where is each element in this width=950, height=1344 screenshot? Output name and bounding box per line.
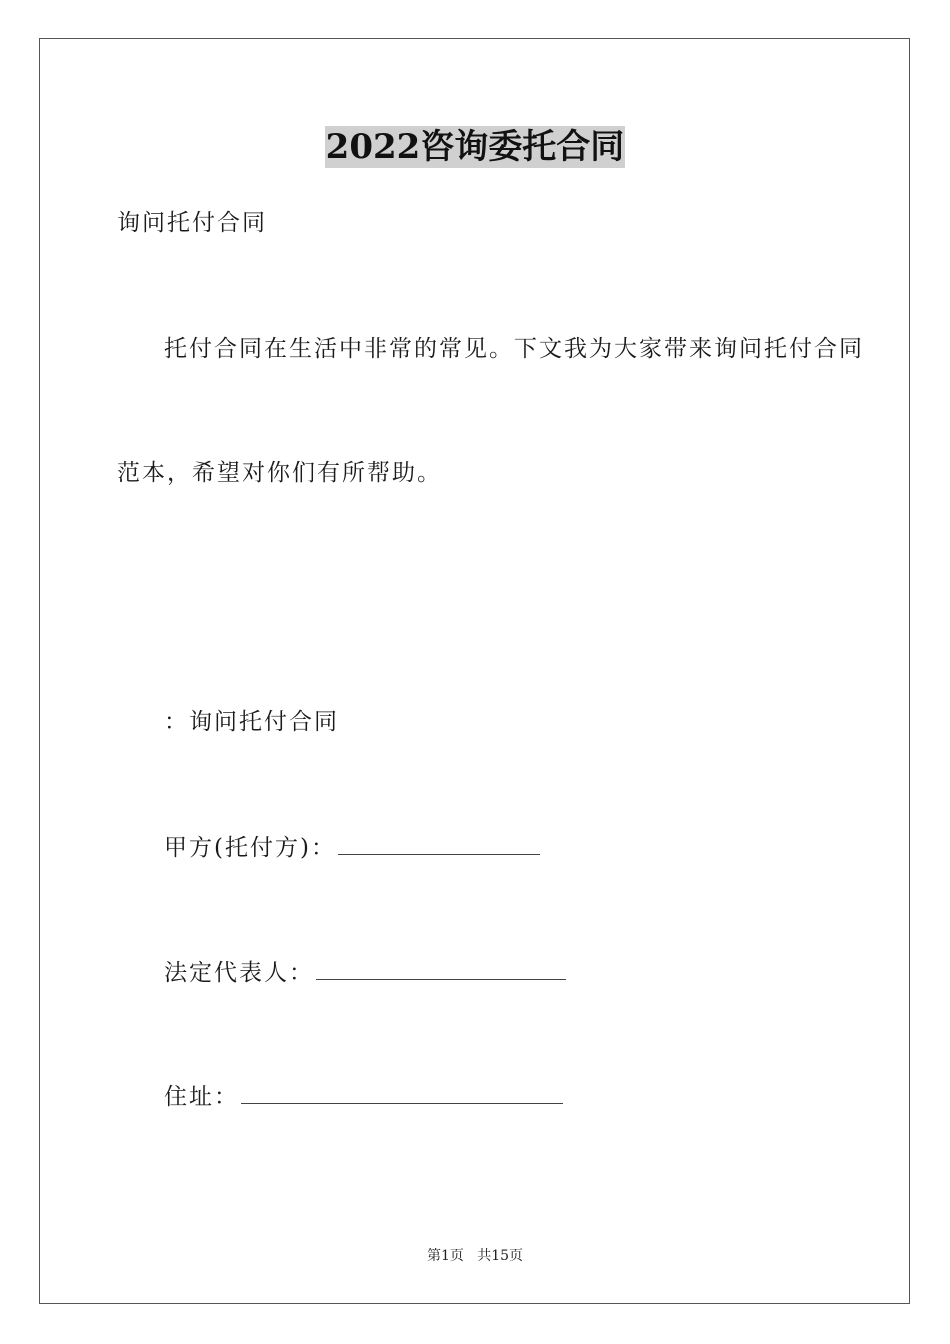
field-legal-representative-blank[interactable]	[316, 957, 566, 980]
field-legal-representative	[164, 957, 566, 988]
section-heading: ：询问托付合同	[164, 709, 339, 735]
field-party-a	[164, 832, 540, 863]
field-legal-representative-label: 法定代表人：	[164, 960, 314, 986]
document-subtitle: 询问托付合同	[117, 210, 267, 236]
field-address-blank[interactable]	[241, 1081, 563, 1104]
document-title: 2022咨询委托合同	[325, 127, 625, 167]
field-party-a-label: 甲方(托付方)：	[164, 835, 336, 861]
page-footer: 第1页 共15页	[426, 1248, 524, 1264]
title-container	[0, 126, 950, 168]
intro-paragraph-line-2: 范本，希望对你们有所帮助。	[117, 460, 442, 486]
field-address	[164, 1081, 563, 1112]
field-party-a-blank[interactable]	[338, 832, 540, 855]
intro-paragraph-line-1: 托付合同在生活中非常的常见。下文我为大家带来询问托付合同	[164, 336, 864, 362]
field-address-label: 住址：	[164, 1084, 239, 1110]
